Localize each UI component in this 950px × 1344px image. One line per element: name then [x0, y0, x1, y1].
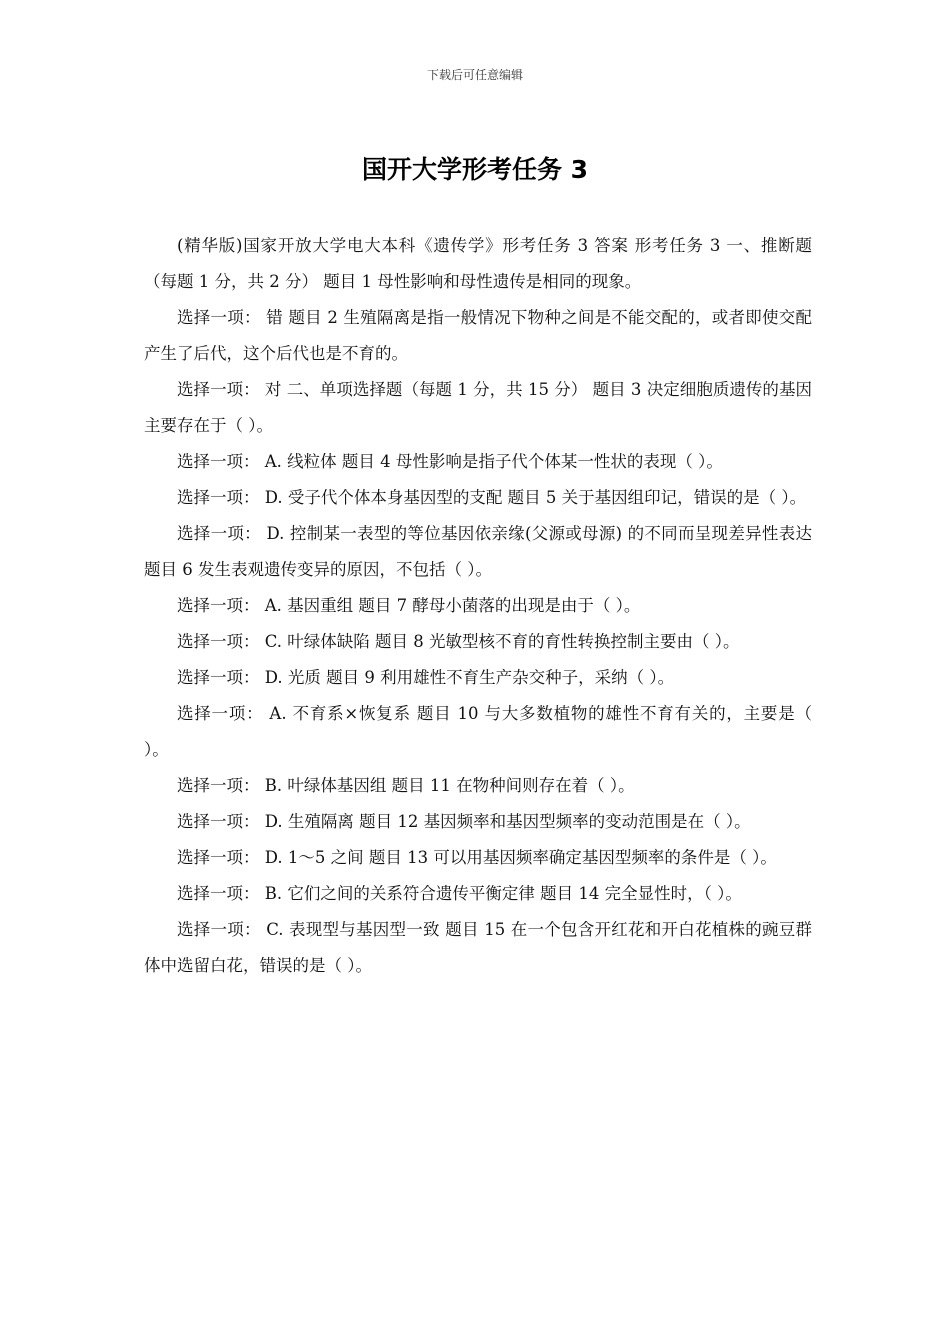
paragraph: 选择一项： D. 1～5 之间 题目 13 可以用基因频率确定基因型频率的条件是（ ）。 [177, 848, 777, 867]
paragraph: 选择一项： 对 二、单项选择题（每题 1 分，共 15 分） 题目 3 决定细胞质遗传的基因主要存在于（ ）。 [144, 380, 812, 435]
paragraph: 选择一项： D. 光质 题目 9 利用雄性不育生产杂交种子，采纳（ ）。 [177, 668, 675, 687]
document-body [144, 228, 812, 984]
paragraph: 选择一项： C. 叶绿体缺陷 题目 8 光敏型核不育的育性转换控制主要由（ ）。 [177, 632, 740, 651]
paragraph: 选择一项： D. 受子代个体本身基因型的支配 题目 5 关于基因组印记，错误的是（ ）。 [177, 488, 807, 507]
paragraph: 选择一项： D. 控制某一表型的等位基因依亲缘(父源或母源) 的不同而呈现差异性表达 题目 6 发生表观遗传变异的原因，不包括（ ）。 [144, 524, 812, 579]
paragraph: 选择一项： B. 它们之间的关系符合遗传平衡定律 题目 14 完全显性时，（ ）。 [177, 884, 742, 903]
paragraph: 选择一项： C. 表现型与基因型一致 题目 15 在一个包含开红花和开白花植株的豌豆群体中选留白花，错误的是（ ）。 [144, 920, 812, 975]
document-title: 国开大学形考任务 3 [361, 155, 589, 184]
paragraph: 选择一项： D. 生殖隔离 题目 12 基因频率和基因型频率的变动范围是在（ ）。 [177, 812, 751, 831]
paragraph: 选择一项： A. 不育系×恢复系 题目 10 与大多数植物的雄性不育有关的，主要是（ ）。 [144, 704, 812, 759]
paragraph: 选择一项： A. 线粒体 题目 4 母性影响是指子代个体某一性状的表现（ ）。 [177, 452, 723, 471]
paragraph: 选择一项： B. 叶绿体基因组 题目 11 在物种间则存在着（ ）。 [177, 776, 635, 795]
paragraph: 选择一项： 错 题目 2 生殖隔离是指一般情况下物种之间是不能交配的，或者即使交配产生了后代，这个后代也是不育的。 [144, 308, 812, 363]
page-header-note: 下载后可任意编辑 [426, 68, 523, 82]
paragraph: (精华版)国家开放大学电大本科《遗传学》形考任务 3 答案 形考任务 3 一、推断题（每题 1 分，共 2 分） 题目 1 母性影响和母性遗传是相同的现象。 [144, 236, 812, 291]
paragraph: 选择一项： A. 基因重组 题目 7 酵母小菌落的出现是由于（ ）。 [177, 596, 641, 615]
